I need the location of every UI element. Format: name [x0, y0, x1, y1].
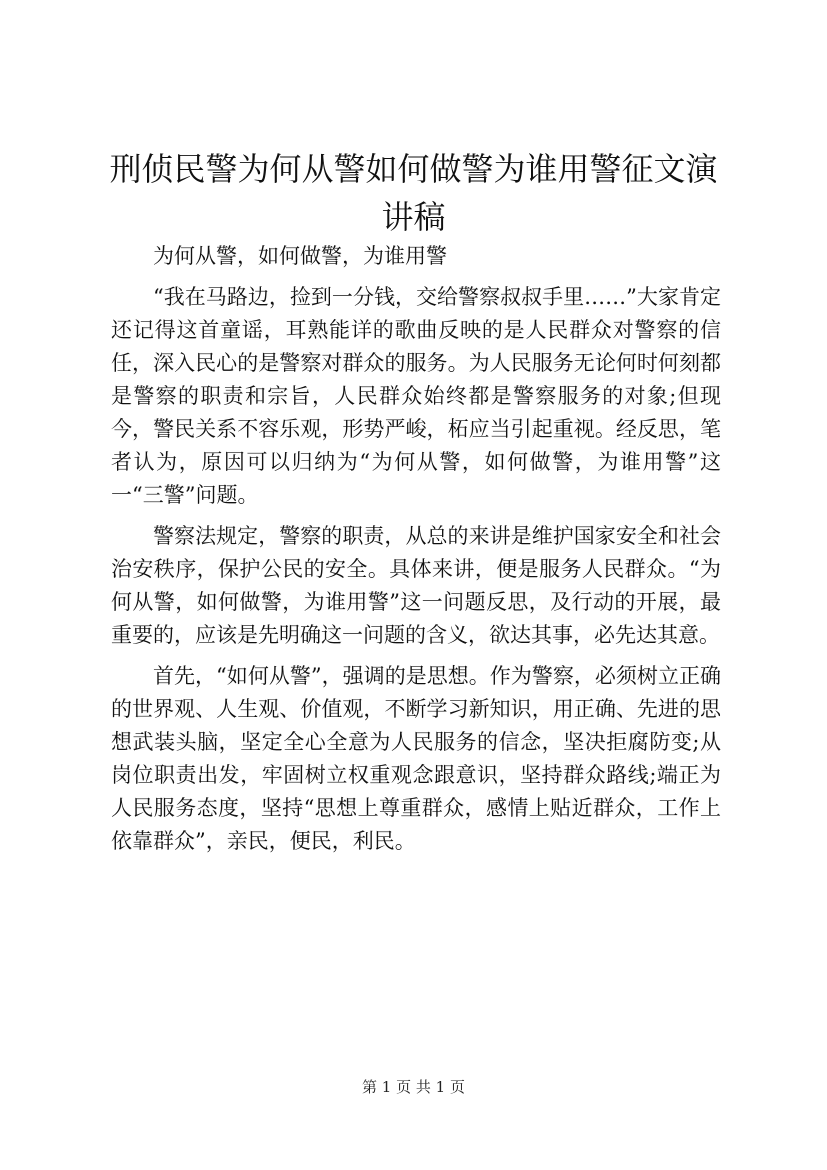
document-title: 刑侦民警为何从警如何做警为谁用警征文演讲稿: [109, 150, 718, 236]
document-body: [111, 240, 721, 858]
paragraph-intro: “我在马路边，捡到一分钱，交给警察叔叔手里……”大家肯定还记得这首童谣，耳熟能详的歌曲反映的是人民群众对警察的信任，深入民心的是警察对群众的服务。为人民服务无论何时何刻都是警察的职责和宗旨，人民群众始终都是警察服务的对象;但现今，警民关系不容乐观，形势严峻，柘应当引起重视。经反思，笔者认为，原因可以归纳为“为何从警，如何做警，为谁用警”这一“三警”问题。: [111, 285, 721, 507]
paragraph-subtitle: 为何从警，如何做警，为谁用警: [153, 244, 447, 268]
paragraph-first: 首先，“如何从警”，强调的是思想。作为警察，必须树立正确的世界观、人生观、价值观，不断学习新知识，用正确、先进的思想武装头脑，坚定全心全意为人民服务的信念，坚决拒腐防变;从岗位职责出发，牢固树立权重观念跟意识，坚持群众路线;端正为人民服务态度，坚持“思想上尊重群众，感情上贴近群众，工作上依靠群众”，亲民，便民，利民。: [111, 664, 721, 853]
page-footer: 第 1 页 共 1 页: [362, 1078, 465, 1096]
paragraph-police-law: 警察法规定，警察的职责，从总的来讲是维护国家安全和社会治安秩序，保护公民的安全。具体来讲，便是服务人民群众。“为何从警，如何做警，为谁用警”这一问题反思，及行动的开展，最重要的，应该是先明确这一问题的含义，欲达其事，必先达其意。: [111, 524, 721, 647]
